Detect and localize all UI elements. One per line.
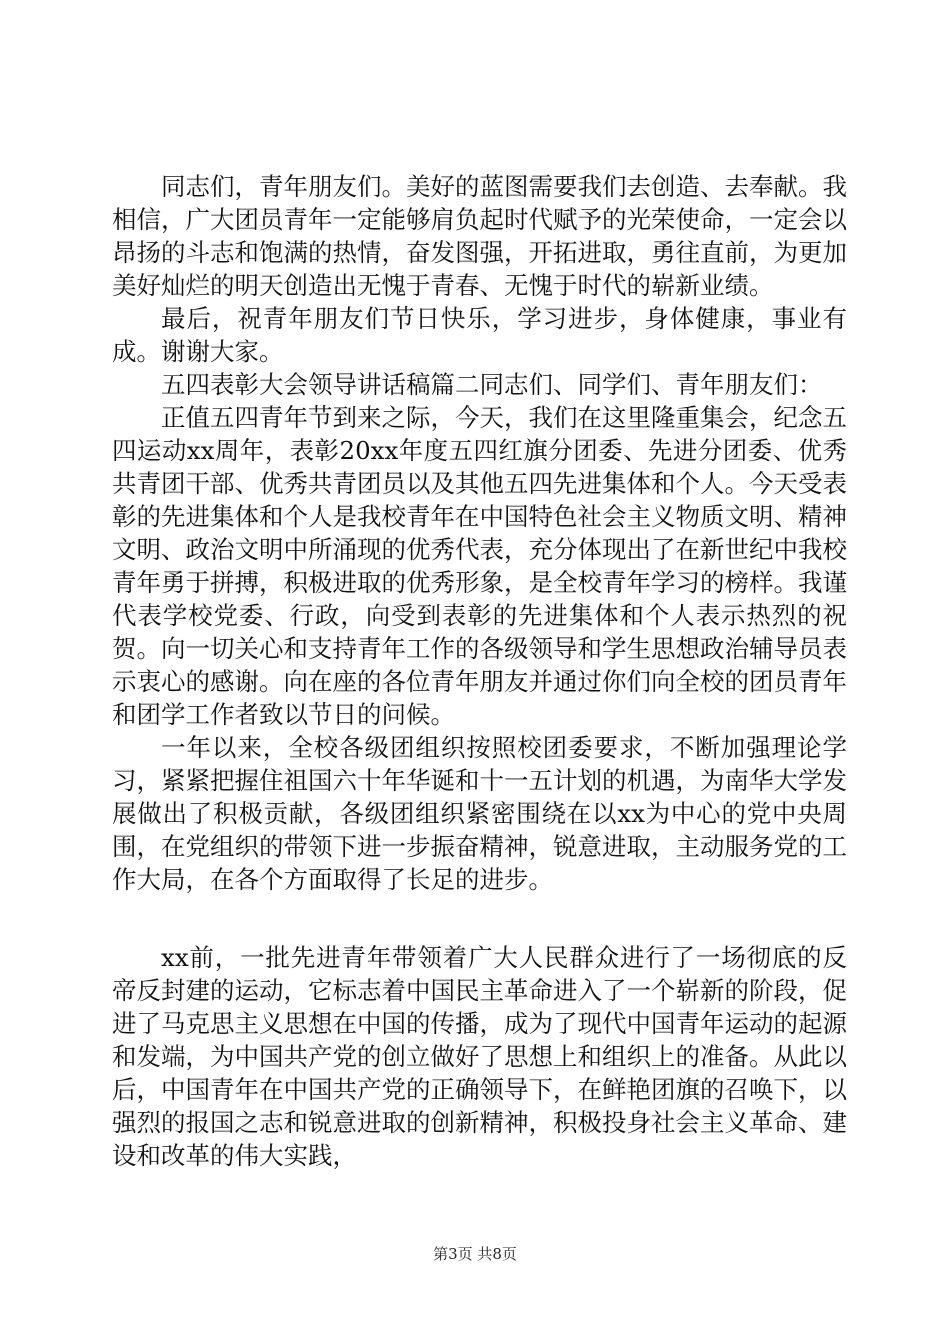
paragraph-spacer bbox=[112, 896, 847, 941]
paragraph-5: 一年以来，全校各级团组织按照校团委要求，不断加强理论学习，紧紧把握住祖国六十年华诞和十一五计划的机遇，为南华大学发展做出了积极贡献，各级团组织紧密围绕在以xx为中心的党中央周围，在党组织的带领下进一步振奋精神，锐意进取，主动服务党的工作大局，在各个方面取得了长足的进步。 bbox=[112, 733, 847, 894]
paragraph-4: 正值五四青年节到来之际，今天，我们在这里隆重集会，纪念五四运动xx周年，表彰20xx年度五四红旗分团委、先进分团委、优秀共青团干部、优秀共青团员以及其他五四先进集体和个人。今天受表彰的先进集体和个人是我校青年在中国特色社会主义物质文明、精神文明、政治文明中所涌现的优秀代表，充分体现出了在新世纪中我校青年勇于拼搏，积极进取的优秀形象，是全校青年学习的榜样。我谨代表学校党委、行政，向受到表彰的先进集体和个人表示热烈的祝贺。向一切关心和支持青年工作的各级领导和学生思想政治辅导员表示衷心的感谢。向在座的各位青年朋友并通过你们向全校的团员青年和团学工作者致以节日的问候。 bbox=[112, 403, 847, 729]
paragraph-1: 同志们，青年朋友们。美好的蓝图需要我们去创造、去奉献。我相信，广大团员青年一定能够肩负起时代赋予的光荣使命，一定会以昂扬的斗志和饱满的热情，奋发图强，开拓进取，勇往直前，为更加美好灿烂的明天创造出无愧于青春、无愧于时代的崭新业绩。 bbox=[112, 172, 847, 300]
document-body bbox=[112, 170, 847, 1172]
paragraph-2: 最后，祝青年朋友们节日快乐，学习进步，身体健康，事业有成。谢谢大家。 bbox=[112, 304, 847, 366]
page-number-footer: 第3页 共8页 bbox=[433, 1245, 517, 1263]
paragraph-3: 五四表彰大会领导讲话稿篇二同志们、同学们、青年朋友们： bbox=[161, 370, 823, 399]
paragraph-6: xx前，一批先进青年带领着广大人民群众进行了一场彻底的反帝反封建的运动，它标志着中国民主革命进入了一个崭新的阶段，促进了马克思主义思想在中国的传播，成为了现代中国青年运动的起源和发端，为中国共产党的创立做好了思想上和组织上的准备。从此以后，中国青年在中国共产党的正确领导下，在鲜艳团旗的召唤下，以强烈的报国之志和锐意进取的创新精神，积极投身社会主义革命、建设和改革的伟大实践， bbox=[112, 943, 847, 1170]
